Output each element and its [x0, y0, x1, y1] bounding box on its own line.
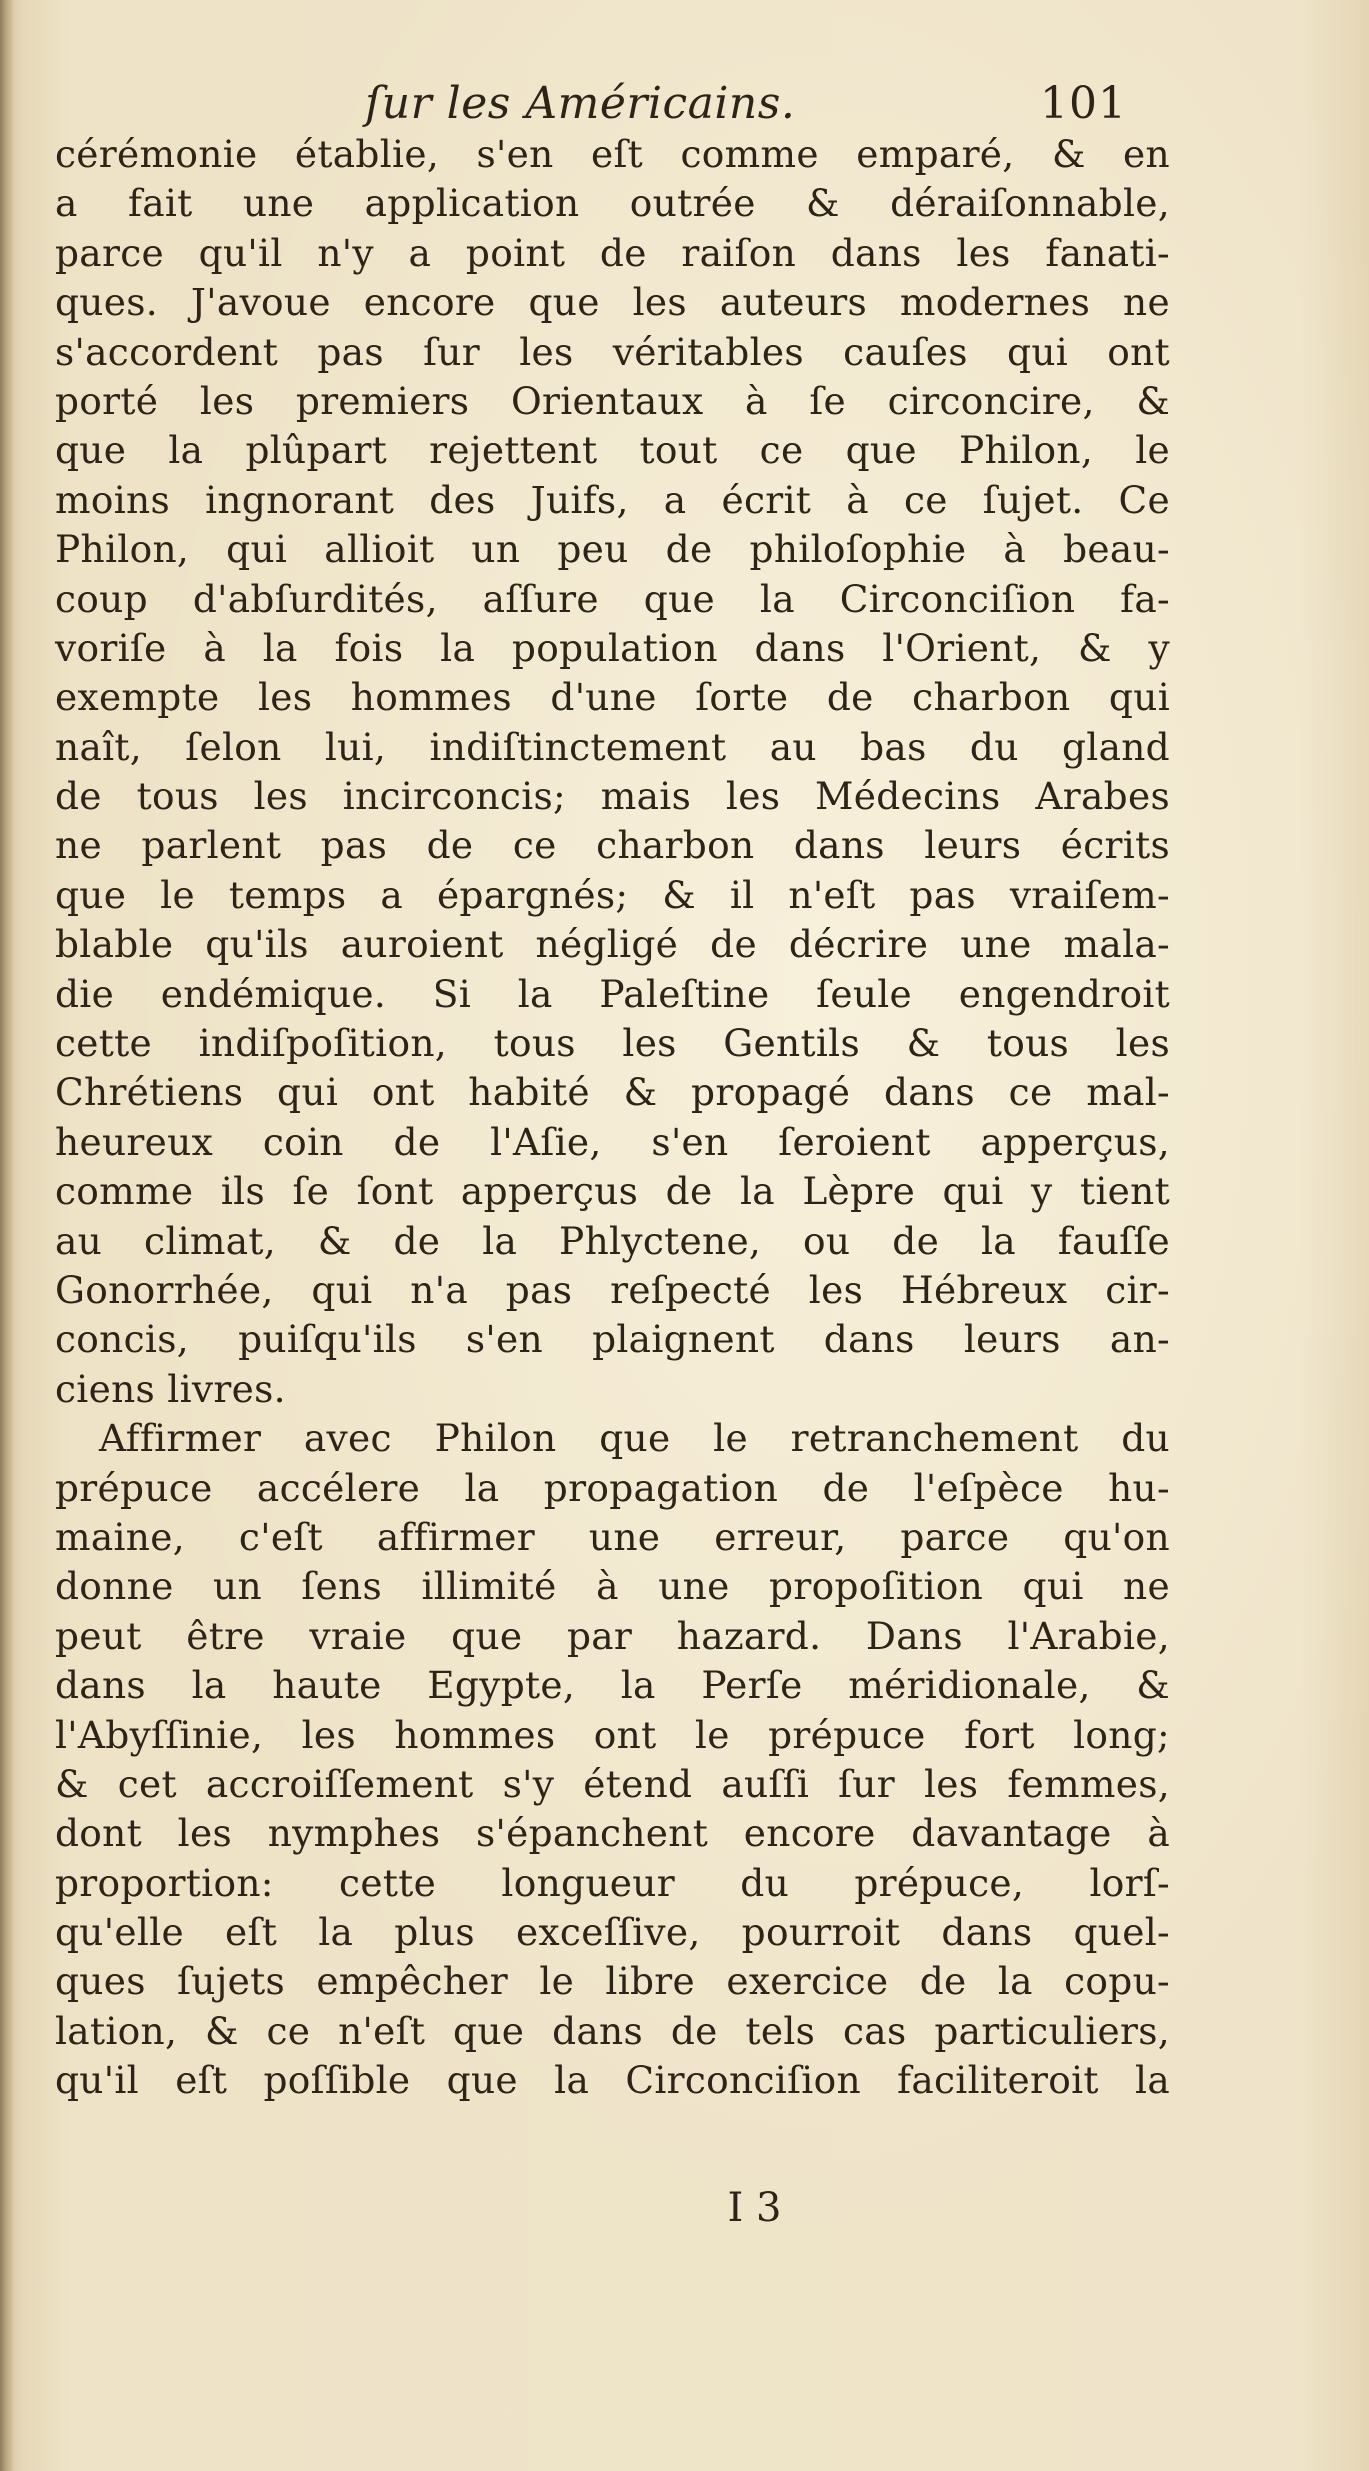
text-line: que le temps a épargnés; & il n'eſt pas vraiſem- — [55, 872, 1170, 917]
binding-gutter — [0, 0, 14, 2471]
text-line: & cet accroiſſement s'y étend auſſi ſur les femmes, — [55, 1761, 1170, 1806]
text-line: qu'il eſt poſſible que la Circonciſion faciliteroit la — [55, 2058, 1170, 2103]
paragraph-end-line: ciens livres. — [55, 1366, 286, 1411]
text-line: qu'elle eſt la plus exceſſive, pourroit dans quel- — [55, 1910, 1170, 1955]
paragraph-start-line: Affirmer avec Philon que le retranchement du — [99, 1416, 1170, 1461]
page-number: 101 — [1040, 78, 1127, 129]
text-line: exempte les hommes d'une ſorte de charbon qui — [55, 675, 1170, 720]
signature-mark-text: I 3 — [727, 2185, 782, 2231]
text-line: coup d'abſurdités, aſſure que la Circonciſion fa- — [55, 576, 1170, 621]
text-line: que la plûpart rejettent tout ce que Philon, le — [55, 428, 1170, 473]
text-line: die endémique. Si la Paleſtine ſeule engendroit — [55, 971, 1170, 1016]
text-line: moins ingnorant des Juifs, a écrit à ce ſujet. Ce — [55, 477, 1170, 522]
text-line: Philon, qui allioit un peu de philoſophie à beau- — [55, 527, 1170, 572]
text-line: ne parlent pas de ce charbon dans leurs écrits — [55, 823, 1170, 868]
text-line: dont les nymphes s'épanchent encore davantage à — [55, 1811, 1170, 1856]
text-line: heureux coin de l'Aſie, s'en ſeroient apperçus, — [55, 1119, 1170, 1164]
text-line: a fait une application outrée & déraiſonnable, — [55, 181, 1170, 226]
text-line: peut être vraie que par hazard. Dans l'Arabie, — [55, 1613, 1170, 1658]
text-line: parce qu'il n'y a point de raiſon dans les fanati- — [55, 230, 1170, 275]
text-line: donne un ſens illimité à une propoſition qui ne — [55, 1564, 1170, 1609]
text-line: Chrétiens qui ont habité & propagé dans ce mal- — [55, 1070, 1170, 1115]
body-text — [55, 130, 1170, 2106]
text-line: Gonorrhée, qui n'a pas reſpecté les Hébreux cir- — [55, 1267, 1170, 1312]
text-line: voriſe à la fois la population dans l'Orient, & y — [55, 625, 1170, 670]
text-line: comme ils ſe ſont apperçus de la Lèpre qui y tient — [55, 1169, 1170, 1214]
text-line: naît, ſelon lui, indiſtinctement au bas du gland — [55, 724, 1170, 769]
text-line: maine, c'eſt affirmer une erreur, parce qu'on — [55, 1514, 1170, 1559]
text-line: proportion: cette longueur du prépuce, lorſ- — [55, 1860, 1170, 1905]
text-line: cette indiſpoſition, tous les Gentils & tous les — [55, 1021, 1170, 1066]
text-line: s'accordent pas ſur les véritables cauſes qui ont — [55, 329, 1170, 374]
text-line: l'Abyſſinie, les hommes ont le prépuce fort long; — [55, 1712, 1170, 1757]
text-line: de tous les incirconcis; mais les Médecins Arabes — [55, 774, 1170, 819]
text-line: concis, puiſqu'ils s'en plaignent dans leurs an- — [55, 1317, 1170, 1362]
text-line: au climat, & de la Phlyctene, ou de la fauſſe — [55, 1218, 1170, 1263]
text-line: ques ſujets empêcher le libre exercice de la copu- — [55, 1959, 1170, 2004]
text-line: porté les premiers Orientaux à ſe circoncire, & — [55, 378, 1170, 423]
text-line: ques. J'avoue encore que les auteurs modernes ne — [55, 280, 1170, 325]
signature-mark — [0, 2185, 1369, 2231]
text-line: cérémonie établie, s'en eſt comme emparé, & en — [55, 132, 1170, 176]
text-line: lation, & ce n'eſt que dans de tels cas particuliers, — [55, 2008, 1170, 2053]
text-line: dans la haute Egypte, la Perſe méridionale, & — [55, 1663, 1170, 1708]
running-head-title: ſur les Américains. — [365, 78, 796, 129]
text-line: blable qu'ils auroient négligé de décrire une mala- — [55, 922, 1170, 967]
text-line: prépuce accélere la propagation de l'eſpèce hu- — [55, 1465, 1170, 1510]
